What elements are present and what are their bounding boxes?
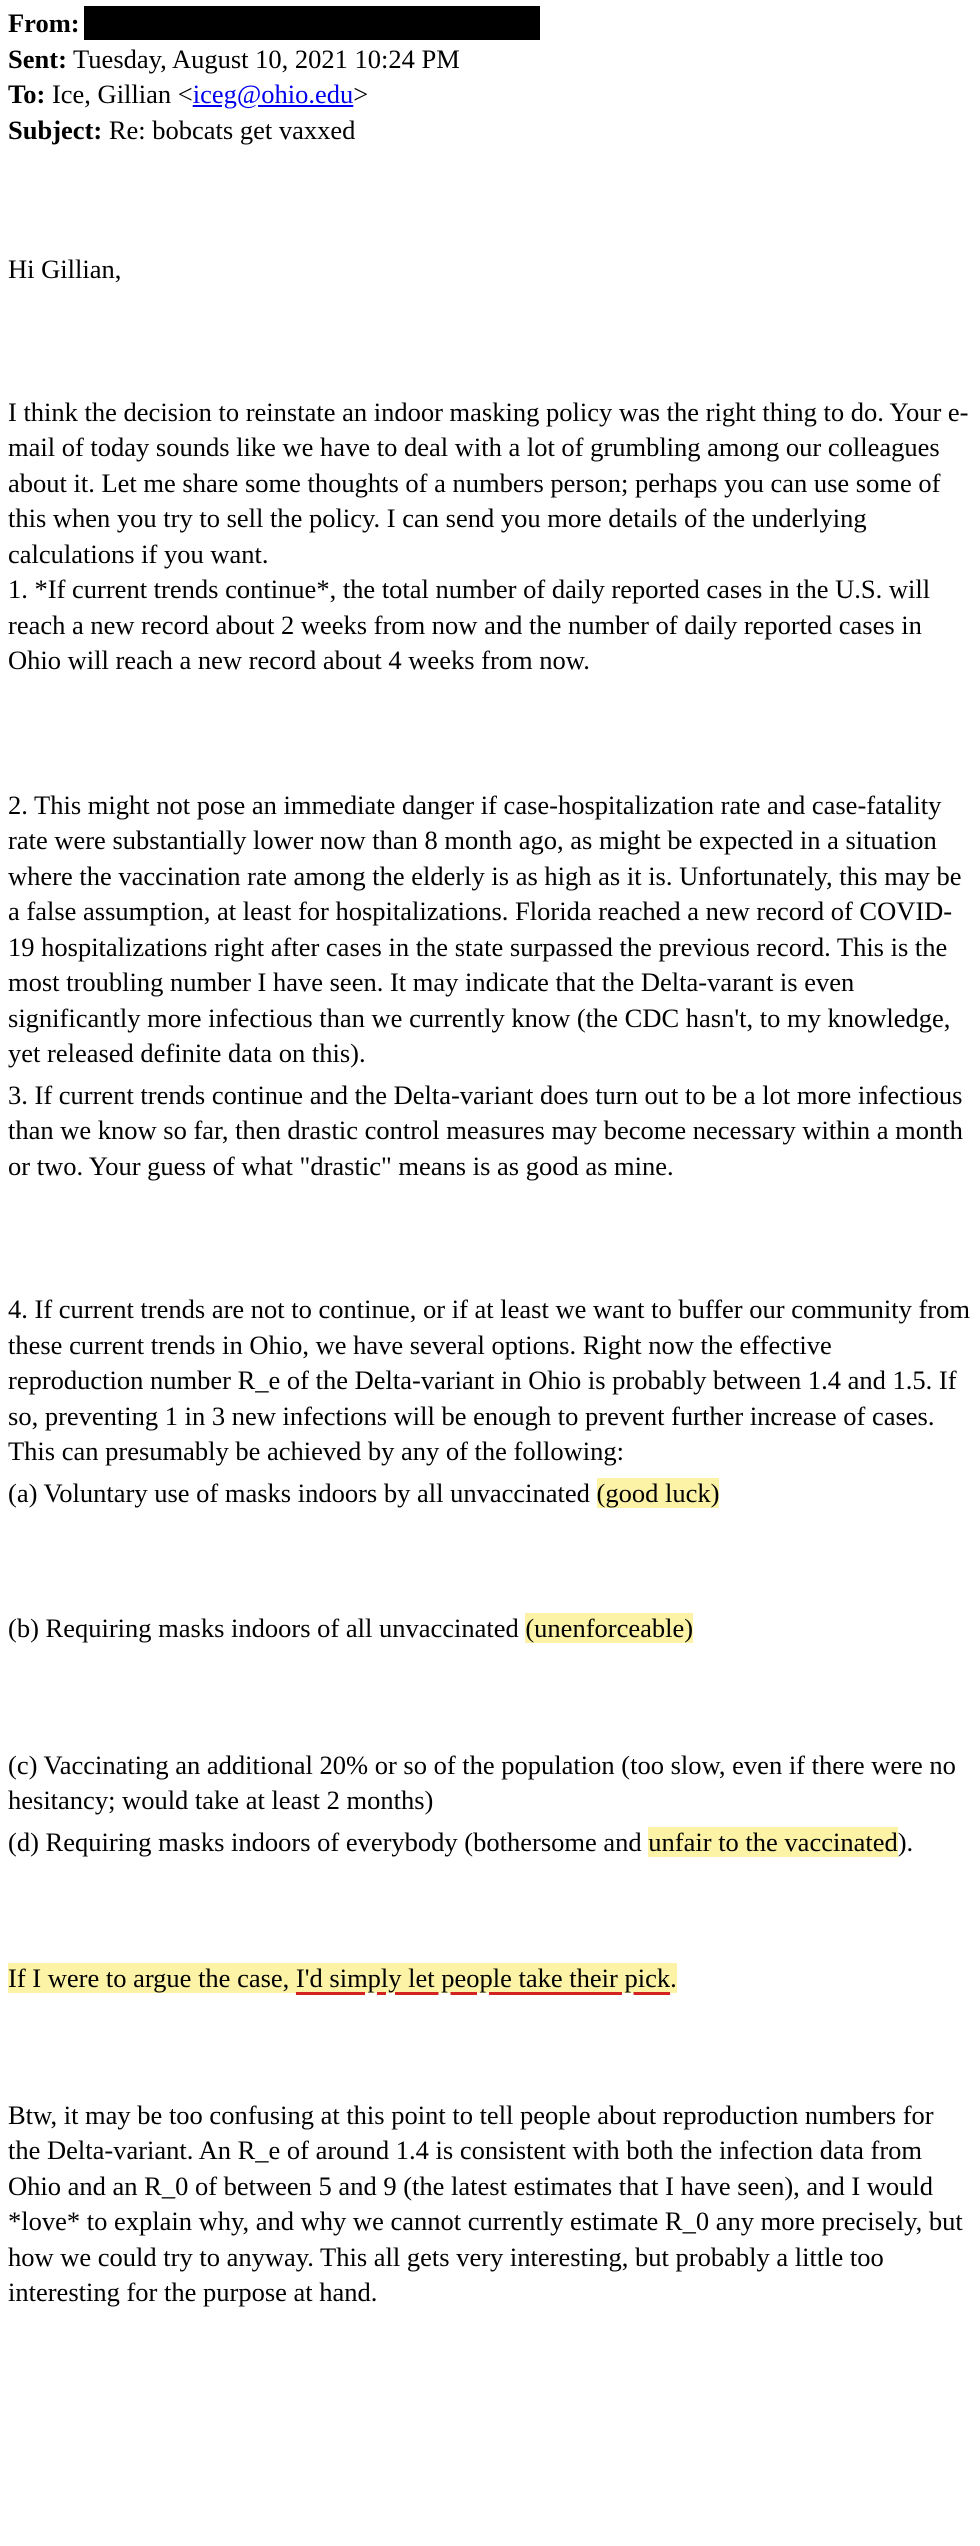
intro-paragraph: I think the decision to reinstate an indoor masking policy was the right thing to do. Your e-mail of today sounds like we have to deal with a lot of grumbling among our colleagues about it. Let me share some thoughts of a numbers person; perhaps you can use some of this when you try to sell the policy. I can send you more details of the underlying calculations if you want. (8, 396, 969, 569)
to-email-link[interactable]: iceg@ohio.edu (192, 79, 354, 109)
argue-pick: I'd simply let people take their pick (295, 1963, 671, 1993)
email-document (8, 6, 972, 2311)
point-4: 4. If current trends are not to continue, or if at least we want to buffer our community from these current trends in Ohio, we have several options. Right now the effective reproduction number R_e of the Delta-variant in Ohio is probably between 1.4 and 1.5. If so, preventing 1 in 3 new infections will be enough to prevent further increase of cases. This can presumably be achieved by any of the following: (8, 1294, 971, 1466)
greeting: Hi Gillian, (8, 254, 122, 284)
redacted-sender (84, 6, 540, 40)
from-line (8, 6, 972, 42)
sent-line (8, 42, 972, 78)
subject-line (8, 113, 972, 149)
argue-line (8, 1961, 972, 1997)
sent-value: Tuesday, August 10, 2021 10:24 PM (73, 43, 460, 74)
subject-value: Re: bobcats get vaxxed (108, 114, 356, 145)
argue-start: If I were to argue the case, (8, 1963, 296, 1993)
option-b-note: (unenforceable) (525, 1613, 694, 1643)
option-a-note: (good luck) (596, 1477, 720, 1508)
argue-end: . (670, 1963, 677, 1993)
point-2: 2. This might not pose an immediate danger if case-hospitalization rate and case-fatality rate were substantially lower now than 8 month ago, as might be expected in a situation where the vaccination rate among the elderly is as high as it is. Unfortunately, this may be a false assumption, at least for hospitalizations. Florida reached a new record of COVID-19 hospitalizations right after cases in the state surpassed the previous record. This is the most troubling number I have seen. It may indicate that the Delta-varant is even significantly more infectious than we currently know (the CDC hasn't, to my knowledge, yet released definite data on this). (8, 789, 962, 1068)
point-1: 1. *If current trends continue*, the total number of daily reported cases in the U.S. will reach a new record about 2 weeks from now and the number of daily reported cases in Ohio will reach a new record about 4 weeks from now. (8, 574, 931, 675)
option-d-note: unfair to the vaccinated (648, 1826, 898, 1857)
option-d (8, 1825, 972, 1861)
to-line (8, 77, 972, 113)
btw-paragraph: Btw, it may be too confusing at this point to tell people about reproduction numbers for the Delta-variant. An R_e of around 1.4 is consistent with both the infection data from Ohio and an R_0 of between 5 and 9 (the latest estimates that I have seen), and I would *love* to explain why, and why we cannot currently estimate R_0 any more precisely, but how we could try to anyway. This all gets very interesting, but probably a little too interesting for the purpose at hand. (8, 2099, 963, 2307)
option-b (8, 1611, 972, 1647)
option-d-end: ). (897, 1826, 914, 1857)
option-c: (c) Vaccinating an additional 20% or so of the population (too slow, even if there were no hesitancy; would take at least 2 months) (8, 1749, 956, 1815)
to-close: > (353, 79, 369, 109)
option-a-text: (a) Voluntary use of masks indoors by all unvaccinated (8, 1477, 597, 1508)
option-d-text: (d) Requiring masks indoors of everybody (bothersome and (8, 1826, 649, 1857)
to-label: To: (8, 79, 46, 109)
option-b-text: (b) Requiring masks indoors of all unvaccinated (8, 1613, 526, 1643)
option-a (8, 1476, 972, 1512)
point-3: 3. If current trends continue and the Delta-variant does turn out to be a lot more infectious than we know so far, then drastic control measures may become necessary within a month or two. Your guess of what "drastic" means is as good as mine. (8, 1079, 963, 1181)
sent-label: Sent: (8, 43, 67, 74)
to-name: Ice, Gillian < (51, 79, 193, 109)
subject-label: Subject: (8, 114, 103, 145)
from-label: From: (8, 8, 80, 38)
